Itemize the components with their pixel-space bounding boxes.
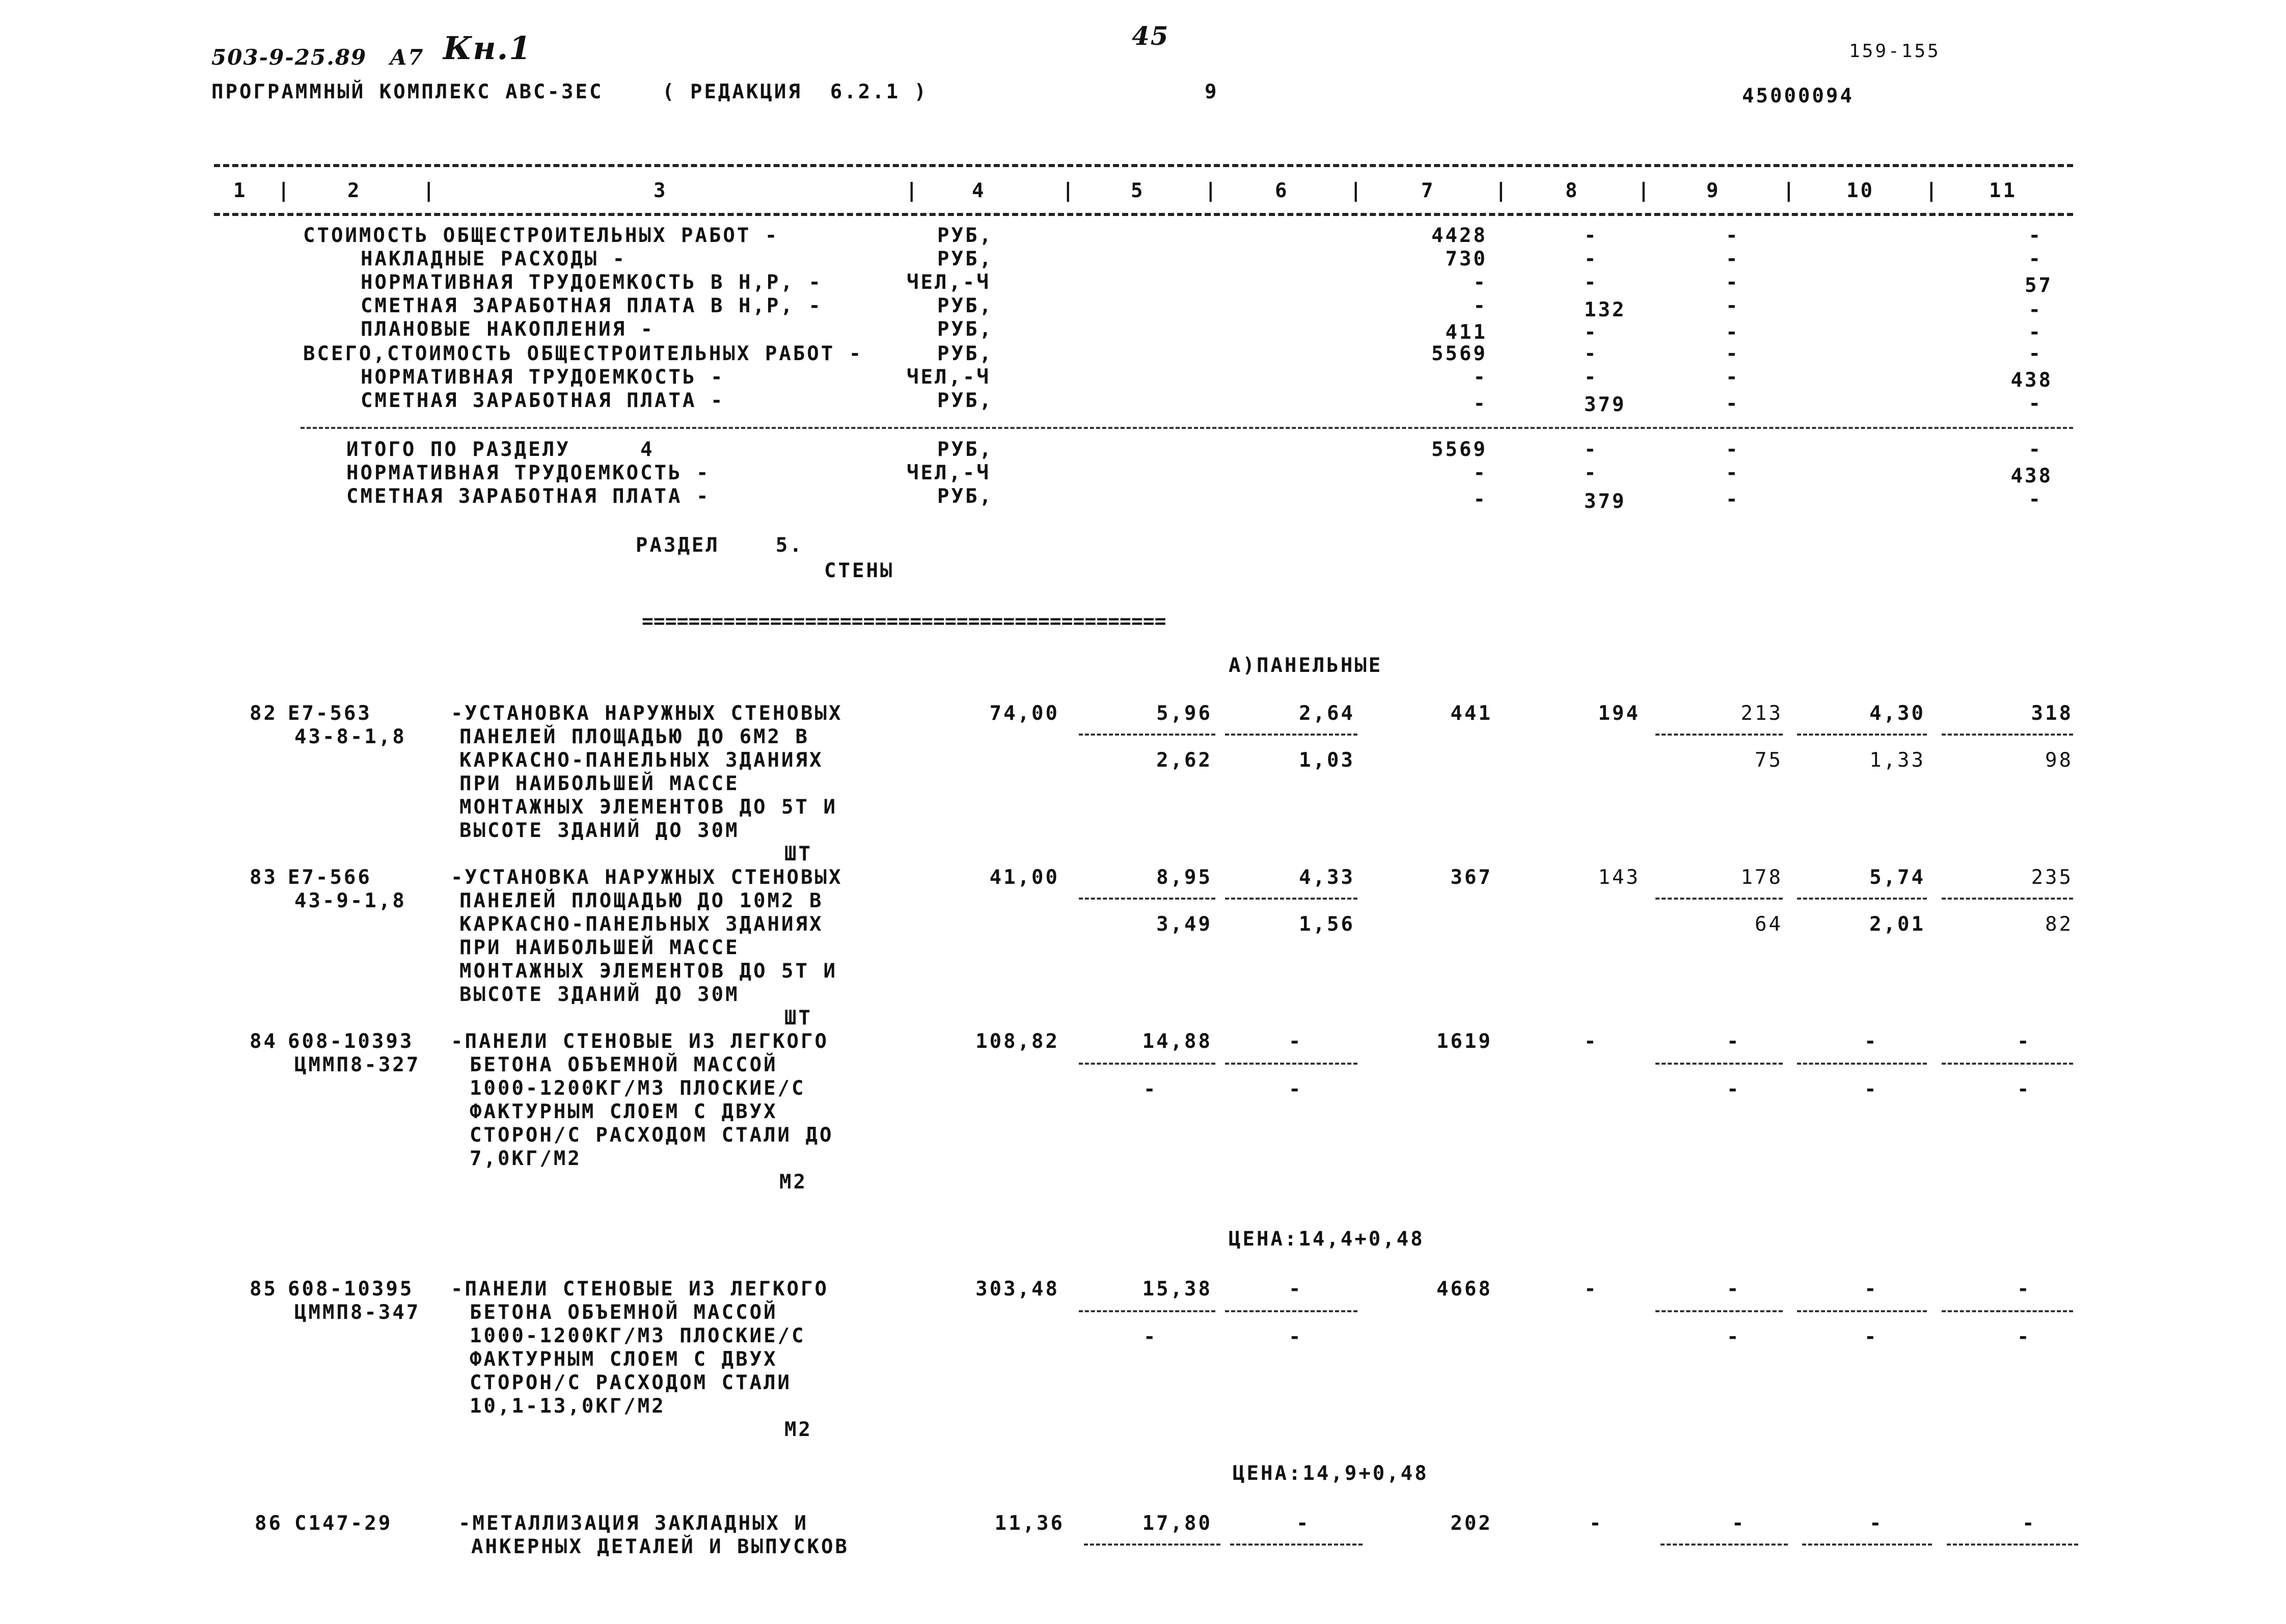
item-col9-secondary: 64 xyxy=(1755,913,1783,936)
fraction-rule xyxy=(1655,734,1783,736)
summary-col9: - xyxy=(1726,271,1740,294)
item-col9: - xyxy=(1727,1278,1741,1301)
summary-col11: - xyxy=(2028,248,2043,270)
item-col8: - xyxy=(1589,1512,1603,1535)
column-header: 10 xyxy=(1846,179,1874,202)
fraction-rule xyxy=(1655,1310,1783,1312)
totals-label: СМЕТНАЯ ЗАРАБОТНАЯ ПЛАТА - xyxy=(346,485,711,508)
item-col11-secondary: - xyxy=(2017,1078,2031,1101)
summary-col11: - xyxy=(2028,321,2043,344)
summary-col9: - xyxy=(1726,366,1740,389)
fraction-rule xyxy=(1942,1063,2073,1065)
item-col6: 2,64 xyxy=(1299,702,1355,725)
section-title: РАЗДЕЛ 5. xyxy=(636,534,804,557)
item-code: 608-10395 xyxy=(288,1278,414,1301)
summary-col7: - xyxy=(1473,294,1487,317)
summary-col8: - xyxy=(1584,366,1598,389)
summary-col7: - xyxy=(1473,271,1487,294)
fraction-rule xyxy=(1084,1544,1220,1546)
column-header: 5 xyxy=(1131,179,1145,202)
item-desc-line: 1000-1200КГ/М3 ПЛОСКИЕ/С xyxy=(470,1324,806,1347)
item-code: Е7-563 xyxy=(288,702,372,725)
summary-unit: РУБ, xyxy=(937,248,993,270)
item-col11-secondary: 82 xyxy=(2045,913,2073,936)
totals-col9: - xyxy=(1726,462,1740,484)
summary-label: ПЛАНОВЫЕ НАКОПЛЕНИЯ - xyxy=(361,318,655,341)
totals-col11: 438 xyxy=(2010,465,2053,488)
fraction-rule xyxy=(1942,734,2073,736)
item-col11: - xyxy=(2022,1512,2036,1535)
program-page: 9 xyxy=(1205,80,1219,103)
item-col6-secondary: - xyxy=(1289,1325,1303,1348)
column-divider: | xyxy=(1638,179,1652,202)
item-desc-line: -ПАНЕЛИ СТЕНОВЫЕ ИЗ ЛЕГКОГО xyxy=(451,1030,829,1053)
item-col4: 41,00 xyxy=(989,866,1059,889)
item-desc-line: 10,1-13,0КГ/М2 xyxy=(470,1395,666,1418)
totals-col8: - xyxy=(1584,438,1598,461)
column-divider: | xyxy=(278,179,292,202)
item-col7: 441 xyxy=(1450,702,1492,725)
item-col10: - xyxy=(1864,1030,1879,1053)
item-col9: - xyxy=(1727,1030,1741,1053)
item-col9-secondary: - xyxy=(1727,1325,1741,1348)
item-desc-line: -ПАНЕЛИ СТЕНОВЫЕ ИЗ ЛЕГКОГО xyxy=(451,1278,829,1301)
column-header: 4 xyxy=(972,179,986,202)
column-divider: | xyxy=(1205,179,1219,202)
item-desc-line: ПАНЕЛЕЙ ПЛОЩАДЬЮ ДО 6М2 В xyxy=(459,725,809,748)
item-code-secondary: ЦММП8-327 xyxy=(294,1053,421,1076)
summary-col8: 132 xyxy=(1584,299,1626,321)
summary-col9: - xyxy=(1726,294,1740,317)
fraction-rule xyxy=(1797,1310,1927,1312)
item-desc-line: МОНТАЖНЫХ ЭЛЕМЕНТОВ ДО 5Т И xyxy=(459,796,837,819)
totals-col9: - xyxy=(1726,438,1740,461)
item-desc-line: МОНТАЖНЫХ ЭЛЕМЕНТОВ ДО 5Т И xyxy=(459,960,837,983)
item-col6: - xyxy=(1289,1030,1303,1053)
item-number: 86 xyxy=(255,1512,283,1535)
summary-unit: РУБ, xyxy=(937,389,993,412)
fraction-rule xyxy=(1942,1310,2073,1312)
fraction-rule xyxy=(1079,734,1215,736)
fraction-rule xyxy=(1797,898,1927,900)
item-col10-secondary: 1,33 xyxy=(1869,749,1925,772)
summary-col7: 730 xyxy=(1445,248,1487,270)
item-col10-secondary: - xyxy=(1864,1078,1879,1101)
summary-col9: - xyxy=(1726,224,1740,247)
fraction-rule xyxy=(1079,1063,1215,1065)
fraction-rule xyxy=(1079,1310,1215,1312)
item-col6: - xyxy=(1296,1512,1311,1535)
column-divider: | xyxy=(1925,179,1940,202)
summary-col8: - xyxy=(1584,342,1598,365)
item-desc-line: -УСТАНОВКА НАРУЖНЫХ СТЕНОВЫХ xyxy=(451,702,843,725)
summary-col7: 5569 xyxy=(1431,342,1487,365)
item-col8: 194 xyxy=(1598,702,1640,725)
item-col9: - xyxy=(1732,1512,1746,1535)
column-divider: | xyxy=(1062,179,1076,202)
fraction-rule xyxy=(1225,1310,1357,1312)
item-price-note: ЦЕНА:14,9+0,48 xyxy=(1233,1462,1429,1485)
album-mark: А7 xyxy=(390,45,424,70)
item-col6-secondary: - xyxy=(1289,1078,1303,1101)
totals-col7: - xyxy=(1473,462,1487,484)
column-divider: | xyxy=(906,179,920,202)
item-number: 84 xyxy=(250,1030,278,1053)
summary-unit: ЧЕЛ,-Ч xyxy=(907,271,991,294)
totals-unit: РУБ, xyxy=(937,438,993,461)
fraction-rule xyxy=(1797,1063,1927,1065)
item-col11: 235 xyxy=(2031,866,2073,889)
table-top-rule xyxy=(214,164,2073,167)
column-divider: | xyxy=(423,179,437,202)
item-desc-line: АНКЕРНЫХ ДЕТАЛЕЙ И ВЫПУСКОВ xyxy=(471,1535,849,1558)
table-header-rule xyxy=(214,213,2073,216)
summary-unit: РУБ, xyxy=(937,342,993,365)
subsection-title: А)ПАНЕЛЬНЫЕ xyxy=(1229,654,1383,677)
summary-col11: - xyxy=(2028,299,2043,321)
item-col7: 1619 xyxy=(1436,1030,1492,1053)
item-price-note: ЦЕНА:14,4+0,48 xyxy=(1229,1228,1425,1251)
fraction-rule xyxy=(1225,898,1357,900)
item-unit: ШТ xyxy=(784,843,812,865)
totals-col7: 5569 xyxy=(1431,438,1487,461)
totals-col7: - xyxy=(1473,488,1487,511)
doc-code: 503-9-25.89 xyxy=(211,45,367,70)
summary-label: СТОИМОСТЬ ОБЩЕСТРОИТЕЛЬНЫХ РАБОТ - xyxy=(303,224,779,247)
item-col10: - xyxy=(1864,1278,1879,1301)
item-col10: 5,74 xyxy=(1869,866,1925,889)
summary-label: СМЕТНАЯ ЗАРАБОТНАЯ ПЛАТА В Н,Р, - xyxy=(361,294,823,317)
item-desc-line: СТОРОН/С РАСХОДОМ СТАЛИ xyxy=(470,1371,792,1394)
column-header: 6 xyxy=(1275,179,1289,202)
totals-col11: - xyxy=(2028,438,2043,461)
item-col7: 4668 xyxy=(1436,1278,1492,1301)
summary-label: НОРМАТИВНАЯ ТРУДОЕМКОСТЬ - xyxy=(361,366,725,389)
item-col5-secondary: 3,49 xyxy=(1156,913,1212,936)
item-col6: - xyxy=(1289,1278,1303,1301)
summary-col11: - xyxy=(2028,342,2043,365)
summary-col8: - xyxy=(1584,224,1598,247)
item-col9-secondary: 75 xyxy=(1755,749,1783,772)
item-desc-line: КАРКАСНО-ПАНЕЛЬНЫХ ЗДАНИЯХ xyxy=(459,749,824,772)
summary-unit: РУБ, xyxy=(937,318,993,341)
column-header: 7 xyxy=(1421,179,1435,202)
summary-col8: 379 xyxy=(1584,393,1626,416)
column-divider: | xyxy=(1350,179,1364,202)
item-col6-secondary: 1,03 xyxy=(1299,749,1355,772)
program-code: 45000094 xyxy=(1742,85,1854,107)
item-col8: 143 xyxy=(1598,866,1640,889)
summary-unit: РУБ, xyxy=(937,294,993,317)
fraction-rule xyxy=(1661,1544,1788,1546)
item-col7: 367 xyxy=(1450,866,1492,889)
summary-col9: - xyxy=(1726,392,1740,415)
item-desc-line: БЕТОНА ОБЪЕМНОЙ МАССОЙ xyxy=(470,1053,778,1076)
item-col7: 202 xyxy=(1450,1512,1492,1535)
summary-col7: - xyxy=(1473,392,1487,415)
column-header: 11 xyxy=(1989,179,2017,202)
item-col5-secondary: - xyxy=(1144,1078,1158,1101)
sheet-range: 159-155 xyxy=(1849,41,1941,62)
item-unit: ШТ xyxy=(784,1007,812,1030)
item-desc-line: 1000-1200КГ/М3 ПЛОСКИЕ/С xyxy=(470,1077,806,1100)
summary-col7: 4428 xyxy=(1431,224,1487,247)
summary-col7: 411 xyxy=(1445,321,1487,344)
item-number: 82 xyxy=(250,702,278,725)
summary-col9: - xyxy=(1726,342,1740,365)
page-number: 45 xyxy=(1132,21,1169,51)
item-desc-line: 7,0КГ/М2 xyxy=(470,1147,582,1170)
summary-col8: - xyxy=(1584,271,1598,294)
item-col10: - xyxy=(1869,1512,1884,1535)
fraction-rule xyxy=(1797,734,1927,736)
column-header: 8 xyxy=(1565,179,1580,202)
summary-col11: 438 xyxy=(2010,369,2053,392)
program-edition: ( РЕДАКЦИЯ 6.2.1 ) xyxy=(662,80,929,103)
item-code-secondary: ЦММП8-347 xyxy=(294,1301,421,1324)
summary-col11: - xyxy=(2028,224,2043,247)
section-separator: ============================================= xyxy=(642,610,1166,632)
item-code: С147-29 xyxy=(294,1512,393,1535)
totals-unit: ЧЕЛ,-Ч xyxy=(907,462,991,484)
item-number: 85 xyxy=(250,1278,278,1301)
item-col4: 11,36 xyxy=(994,1512,1065,1535)
summary-col7: - xyxy=(1473,366,1487,389)
summary-rule xyxy=(301,427,2073,429)
item-col11-secondary: - xyxy=(2017,1325,2031,1348)
summary-label: НАКЛАДНЫЕ РАСХОДЫ - xyxy=(361,248,627,270)
item-desc-line: СТОРОН/С РАСХОДОМ СТАЛИ ДО xyxy=(470,1124,834,1147)
fraction-rule xyxy=(1225,734,1357,736)
fraction-rule xyxy=(1942,898,2073,900)
item-col5: 15,38 xyxy=(1142,1278,1212,1301)
item-col5: 17,80 xyxy=(1142,1512,1212,1535)
column-header: 9 xyxy=(1706,179,1721,202)
totals-col8: - xyxy=(1584,462,1598,484)
fraction-rule xyxy=(1655,1063,1783,1065)
summary-label: СМЕТНАЯ ЗАРАБОТНАЯ ПЛАТА - xyxy=(361,389,725,412)
item-col4: 108,82 xyxy=(975,1030,1059,1053)
item-col5: 5,96 xyxy=(1156,702,1212,725)
item-code-secondary: 43-9-1,8 xyxy=(294,889,406,912)
item-unit: М2 xyxy=(784,1418,812,1441)
item-desc-line: ПАНЕЛЕЙ ПЛОЩАДЬЮ ДО 10М2 В xyxy=(459,889,824,912)
item-col10-secondary: - xyxy=(1864,1325,1879,1348)
summary-col8: - xyxy=(1584,321,1598,344)
item-col10: 4,30 xyxy=(1869,702,1925,725)
item-col5: 8,95 xyxy=(1156,866,1212,889)
item-col9: 178 xyxy=(1740,866,1783,889)
column-header: 3 xyxy=(654,179,668,202)
item-col9-secondary: - xyxy=(1727,1078,1741,1101)
totals-col9: - xyxy=(1726,488,1740,511)
summary-col9: - xyxy=(1726,321,1740,344)
column-divider: | xyxy=(1783,179,1797,202)
summary-unit: ЧЕЛ,-Ч xyxy=(907,366,991,389)
totals-col8: 379 xyxy=(1584,490,1626,513)
item-col9: 213 xyxy=(1740,702,1783,725)
column-header: 2 xyxy=(347,179,362,202)
fraction-rule xyxy=(1655,898,1783,900)
item-col4: 303,48 xyxy=(975,1278,1059,1301)
item-desc-line: БЕТОНА ОБЪЕМНОЙ МАССОЙ xyxy=(470,1301,778,1324)
totals-label: НОРМАТИВНАЯ ТРУДОЕМКОСТЬ - xyxy=(346,462,711,484)
section-name: СТЕНЫ xyxy=(824,559,894,582)
fraction-rule xyxy=(1079,898,1215,900)
item-desc-line: КАРКАСНО-ПАНЕЛЬНЫХ ЗДАНИЯХ xyxy=(459,913,824,936)
fraction-rule xyxy=(1225,1063,1357,1065)
item-col5-secondary: 2,62 xyxy=(1156,749,1212,772)
item-code-secondary: 43-8-1,8 xyxy=(294,725,406,748)
summary-col11: 57 xyxy=(2025,274,2053,297)
item-col5-secondary: - xyxy=(1144,1325,1158,1348)
item-desc-line: -УСТАНОВКА НАРУЖНЫХ СТЕНОВЫХ xyxy=(451,866,843,889)
summary-col11: - xyxy=(2028,392,2043,415)
sheet-mark: Кн.1 xyxy=(443,30,532,67)
item-col11-secondary: 98 xyxy=(2045,749,2073,772)
totals-col11: - xyxy=(2028,488,2043,511)
item-col11: - xyxy=(2017,1278,2031,1301)
item-desc-line: ВЫСОТЕ ЗДАНИЙ ДО 30М xyxy=(459,819,740,842)
item-col11: - xyxy=(2017,1030,2031,1053)
column-header: 1 xyxy=(233,179,248,202)
program-title: ПРОГРАММНЫЙ КОМПЛЕКС АВС-3ЕС xyxy=(211,80,604,103)
item-code: 608-10393 xyxy=(288,1030,414,1053)
item-desc-line: ВЫСОТЕ ЗДАНИЙ ДО 30М xyxy=(459,983,740,1006)
item-unit: М2 xyxy=(779,1171,807,1194)
item-desc-line: ПРИ НАИБОЛЬШЕЙ МАССЕ xyxy=(459,936,740,959)
summary-label: НОРМАТИВНАЯ ТРУДОЕМКОСТЬ В Н,Р, - xyxy=(361,271,823,294)
summary-col8: - xyxy=(1584,248,1598,270)
item-col11: 318 xyxy=(2031,702,2073,725)
totals-unit: РУБ, xyxy=(937,485,993,508)
totals-label: ИТОГО ПО РАЗДЕЛУ 4 xyxy=(346,438,655,461)
item-col6-secondary: 1,56 xyxy=(1299,913,1355,936)
item-col4: 74,00 xyxy=(989,702,1059,725)
summary-unit: РУБ, xyxy=(937,224,993,247)
item-desc-line: ФАКТУРНЫМ СЛОЕМ С ДВУХ xyxy=(470,1348,778,1371)
column-divider: | xyxy=(1495,179,1509,202)
item-number: 83 xyxy=(250,866,278,889)
item-col10-secondary: 2,01 xyxy=(1869,913,1925,936)
summary-label: ВСЕГО,СТОИМОСТЬ ОБЩЕСТРОИТЕЛЬНЫХ РАБОТ - xyxy=(303,342,863,365)
summary-col9: - xyxy=(1726,248,1740,270)
item-col8: - xyxy=(1584,1030,1598,1053)
item-col6: 4,33 xyxy=(1299,866,1355,889)
item-desc-line: -МЕТАЛЛИЗАЦИЯ ЗАКЛАДНЫХ И xyxy=(458,1512,808,1535)
item-desc-line: ПРИ НАИБОЛЬШЕЙ МАССЕ xyxy=(459,772,740,795)
fraction-rule xyxy=(1947,1544,2078,1546)
item-desc-line: ФАКТУРНЫМ СЛОЕМ С ДВУХ xyxy=(470,1100,778,1123)
item-code: Е7-566 xyxy=(288,866,372,889)
fraction-rule xyxy=(1802,1544,1932,1546)
item-col5: 14,88 xyxy=(1142,1030,1212,1053)
fraction-rule xyxy=(1230,1544,1363,1546)
item-col8: - xyxy=(1584,1278,1598,1301)
